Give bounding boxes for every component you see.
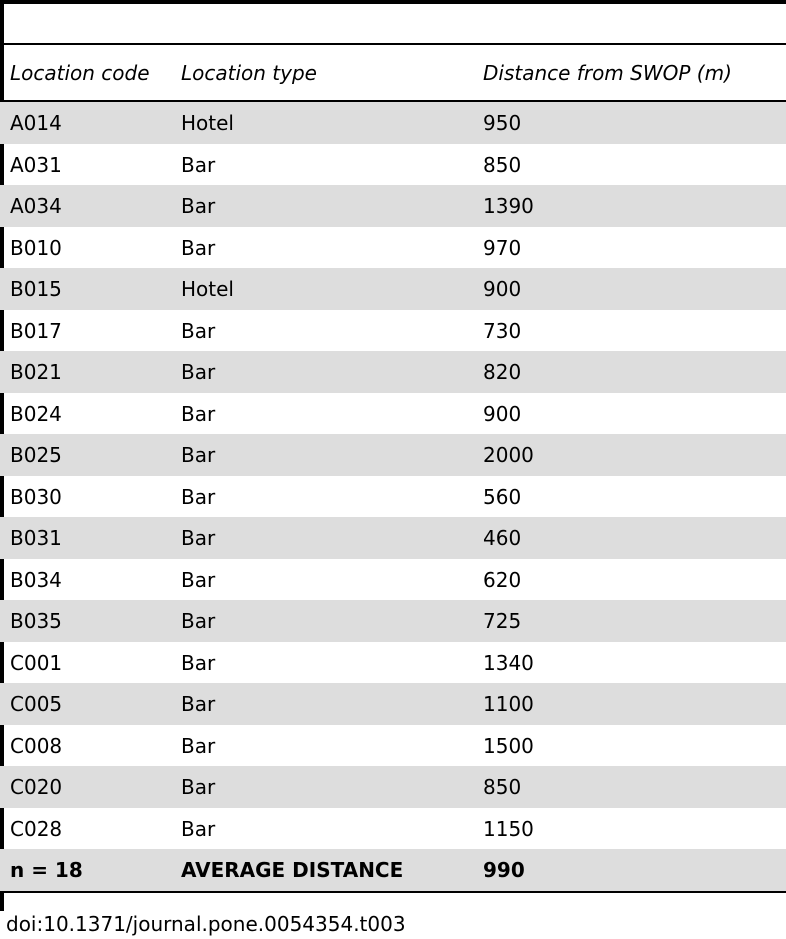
- distance-cell: 900: [483, 401, 522, 426]
- summary-label-cell: AVERAGE DISTANCE: [181, 858, 404, 882]
- table-row: [0, 808, 786, 850]
- location-code-cell: B025: [10, 443, 62, 467]
- doi-caption: doi:10.1371/journal.pone.0054354.t003: [6, 912, 406, 936]
- table-row: [0, 268, 786, 310]
- table-bottom-rule: [0, 891, 786, 893]
- distance-cell: 900: [483, 277, 522, 301]
- location-type-cell: Bar: [181, 650, 216, 675]
- location-code-cell: C001: [10, 650, 63, 675]
- table-row: [0, 185, 786, 227]
- distance-cell: 620: [483, 567, 522, 592]
- distance-cell: 1100: [483, 692, 534, 716]
- header-location-type: Location type: [181, 61, 317, 85]
- location-type-cell: Bar: [181, 401, 216, 426]
- distance-cell: 1340: [483, 650, 534, 675]
- location-type-cell: Bar: [181, 775, 216, 799]
- location-type-cell: Bar: [181, 152, 216, 177]
- table-row: [0, 351, 786, 393]
- location-type-cell: Bar: [181, 816, 216, 841]
- location-type-cell: Bar: [181, 484, 216, 509]
- table-body: [0, 102, 786, 891]
- distance-cell: 950: [483, 111, 522, 135]
- sample-size-cell: n = 18: [10, 858, 83, 882]
- table-row: [0, 102, 786, 144]
- table-row: [0, 227, 786, 269]
- distance-cell: 725: [483, 609, 522, 633]
- table-row: [0, 393, 786, 435]
- location-code-cell: A014: [10, 111, 62, 135]
- table-row: [0, 559, 786, 601]
- table-row: [0, 476, 786, 518]
- location-code-cell: B015: [10, 277, 62, 301]
- location-code-cell: B024: [10, 401, 62, 426]
- distance-cell: 1390: [483, 194, 534, 218]
- location-type-cell: Bar: [181, 194, 216, 218]
- average-distance-cell: 990: [483, 858, 525, 882]
- table-row: [0, 310, 786, 352]
- location-type-cell: Bar: [181, 733, 216, 758]
- table-row: [0, 642, 786, 684]
- distance-cell: 850: [483, 152, 522, 177]
- location-code-cell: B010: [10, 235, 62, 260]
- distance-cell: 460: [483, 526, 522, 550]
- location-code-cell: B017: [10, 318, 62, 343]
- distance-cell: 1150: [483, 816, 534, 841]
- distance-cell: 820: [483, 360, 522, 384]
- location-code-cell: B031: [10, 526, 62, 550]
- table-row: [0, 600, 786, 642]
- distance-cell: 850: [483, 775, 522, 799]
- location-type-cell: Bar: [181, 609, 216, 633]
- table-row: [0, 766, 786, 808]
- table-row: [0, 517, 786, 559]
- summary-row: [0, 849, 786, 891]
- table-row: [0, 683, 786, 725]
- distance-cell: 2000: [483, 443, 534, 467]
- distance-cell: 970: [483, 235, 522, 260]
- location-code-cell: A034: [10, 194, 62, 218]
- table-row: [0, 725, 786, 767]
- location-code-cell: C028: [10, 816, 63, 841]
- table-row: [0, 144, 786, 186]
- table-top-rule: [0, 0, 786, 4]
- table-header: [0, 45, 786, 100]
- location-code-cell: A031: [10, 152, 62, 177]
- location-code-cell: B030: [10, 484, 62, 509]
- location-code-cell: C008: [10, 733, 63, 758]
- location-code-cell: C005: [10, 692, 63, 716]
- location-code-cell: C020: [10, 775, 63, 799]
- location-type-cell: Bar: [181, 443, 216, 467]
- location-code-cell: B021: [10, 360, 62, 384]
- location-code-cell: B035: [10, 609, 62, 633]
- location-type-cell: Bar: [181, 360, 216, 384]
- location-type-cell: Hotel: [181, 277, 234, 301]
- distance-cell: 730: [483, 318, 522, 343]
- location-type-cell: Bar: [181, 235, 216, 260]
- header-location-code: Location code: [10, 61, 150, 85]
- location-type-cell: Hotel: [181, 111, 234, 135]
- header-distance: Distance from SWOP (m): [483, 61, 732, 85]
- location-type-cell: Bar: [181, 318, 216, 343]
- location-type-cell: Bar: [181, 526, 216, 550]
- distance-cell: 1500: [483, 733, 534, 758]
- distance-cell: 560: [483, 484, 522, 509]
- location-type-cell: Bar: [181, 567, 216, 592]
- table-row: [0, 434, 786, 476]
- location-type-cell: Bar: [181, 692, 216, 716]
- location-code-cell: B034: [10, 567, 62, 592]
